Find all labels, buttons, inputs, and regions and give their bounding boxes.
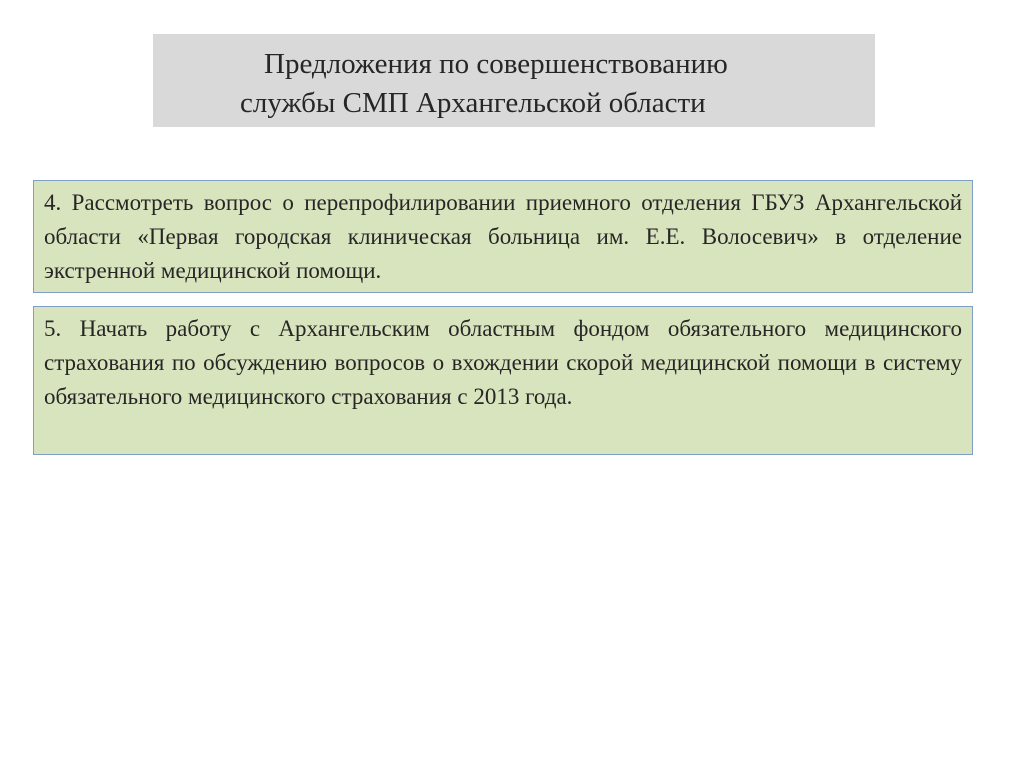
slide-title-box [153,34,875,127]
proposal-item-4-text: 4. Рассмотреть вопрос о перепрофилировании приемного отделения ГБУЗ Архангельской области «Первая городская клиническая больница им. Е.Е. Волосевич» в отделение экстренной медицинской помощи. [44,190,962,283]
proposal-item-5 [33,306,973,455]
proposal-item-4 [33,180,973,293]
proposal-item-5-text: 5. Начать работу с Архангельским областным фондом обязательного медицинского страхования по обсуждению вопросов о вхождении скорой медицинской помощи в систему обязательного медицинского страхования с 2013 года. [44,316,962,409]
slide-title-line-1: Предложения по совершенствованию [264,48,728,80]
slide-title-line-2: службы СМП Архангельской области [240,87,706,119]
